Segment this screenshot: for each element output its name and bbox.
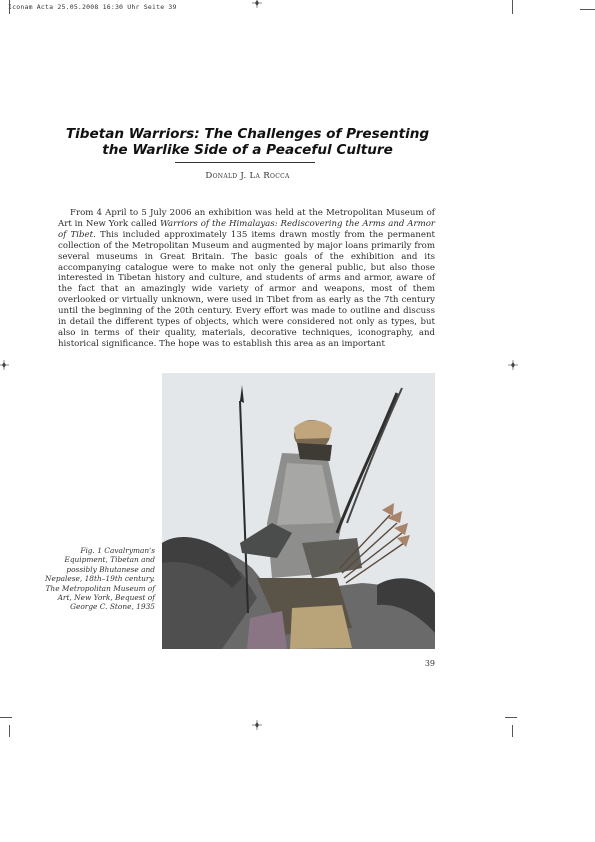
body-text-run: From 4 April to 5 July 2006 an exhibition was held at the Metropolitan Museum of Art in New York called [58, 208, 435, 229]
author-name: Donald J. La Rocca [205, 171, 290, 181]
slug-line: Iconam Acta 25.05.2008 16:30 Uhr Seite 39 [8, 3, 177, 11]
body-paragraph [58, 208, 435, 350]
crop-mark-bottom-right-v [512, 725, 513, 737]
crop-mark-top-right-h [580, 9, 595, 10]
crop-mark-bottom-left-h [0, 717, 12, 718]
page-number: 39 [424, 659, 435, 668]
crop-mark-top-right-v [512, 0, 513, 14]
registration-mark-right-icon [508, 360, 518, 370]
crop-mark-bottom-left-v [9, 725, 10, 737]
registration-mark-left-icon [0, 360, 9, 370]
body-text [58, 208, 435, 350]
registration-mark-top-icon [252, 0, 262, 8]
body-text-run: This included approximately 135 items drawn mostly from the permanent collection of the Metropolitan Museum and augmented by major loans primarily from several museums in Great Britain. The basic goals of the exhibition and its accompanying catalogue were to make not only the general public, but also those interested in Tibetan history and culture, and students of arms and armor, aware of the fact that an amazingly wide variety of armor and weapons, most of them overlooked or virtually unknown, were used in Tibet from as early as the 7th century until the beginning of the 20th century. Every effort was made to outline and discuss in detail the different types of objects, which were considered not only as types, but also in terms of their quality, materials, decorative techniques, iconography, and historical significance. The hope was to establish this area as an important [58, 229, 435, 349]
article-title-line-2: the Warlike Side of a Peaceful Culture [102, 141, 393, 158]
crop-mark-top-left-v [9, 0, 10, 14]
article-title [60, 127, 435, 158]
crop-mark-bottom-right-h [505, 717, 517, 718]
registration-mark-bottom-icon [252, 720, 262, 730]
title-divider [175, 162, 315, 163]
exhibition-title: Warriors of the Himalayas: Rediscovering the Arms and Armor of Tibet. [58, 218, 435, 240]
cavalryman-photo [162, 373, 435, 649]
article-title-line-1: Tibetan Warriors: The Challenges of Presenting [65, 126, 430, 142]
figure-caption: Fig. 1 Cavalryman's Equipment, Tibetan and possibly Bhutanese and Nepalese, 18th–19th century. The Metropolitan Museum of Art, New York, Bequest of George C. Stone, 1935 [45, 546, 155, 612]
figure-photo [162, 373, 435, 649]
